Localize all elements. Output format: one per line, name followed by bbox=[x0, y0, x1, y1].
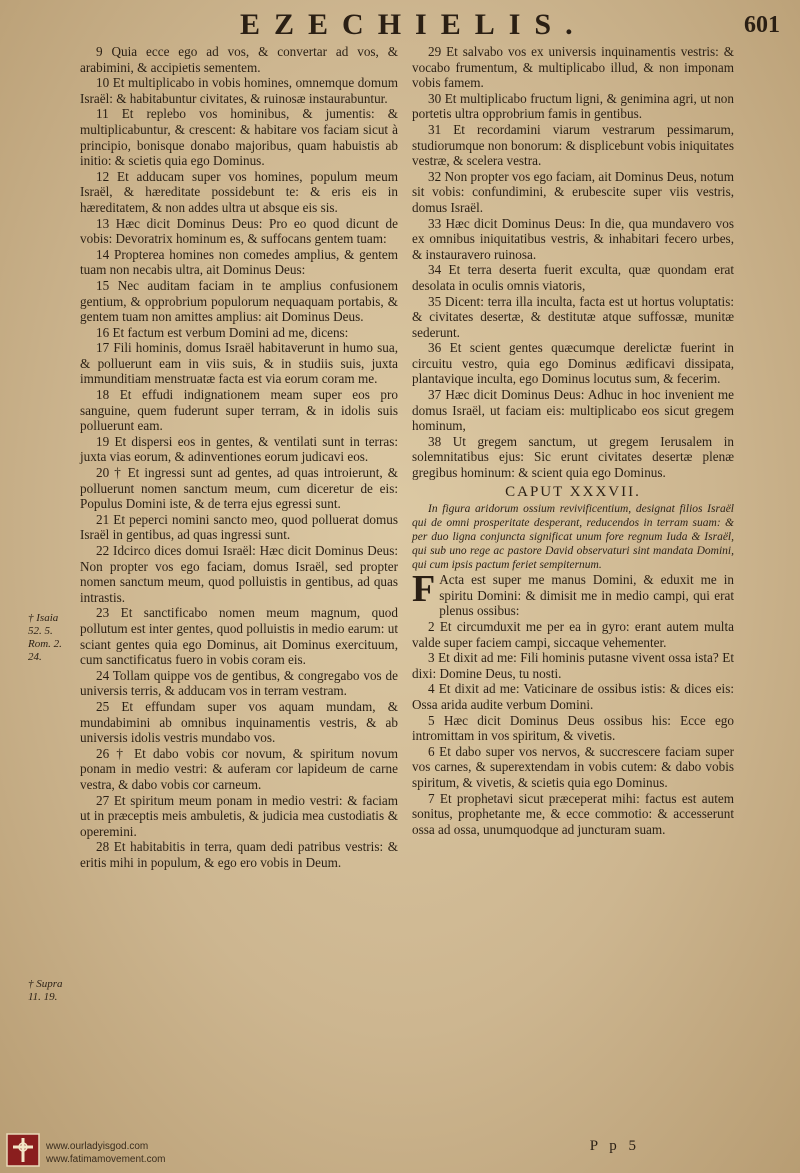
verse: 18 Et effudi indignationem meam super eos pro sanguine, quem fuderunt super terram, & in idolis suis polluerunt eam. bbox=[80, 387, 398, 434]
verse: 38 Ut gregem sanctum, ut gregem Ierusalem in solemnitatibus ejus: Sic erunt civitates desertæ plenæ gregibus hominum: & scient quia ego Dominus. bbox=[412, 433, 734, 481]
left-column bbox=[80, 44, 398, 870]
chapter-summary: In figura aridorum ossium revivificentium, designat filios Israël qui de omni prosperitate desperant, reducendos in terram suam: & per duo ligna conjuncta significat unum fore regnum Iuda & Israël, qui sub uno rege ac pastore David observaturi sint mandata Domini, qui cum ipsis pactum feriet sempiternum. bbox=[412, 503, 734, 572]
verse: 37 Hæc dicit Dominus Deus: Adhuc in hoc invenient me domus Israël, ut faciam eis: multiplicabo eos sicut gregem hominum, bbox=[412, 387, 734, 434]
verse: 25 Et effundam super vos aquam mundam, & mundabimini ab omnibus inquinamentis vestris, & ab universis idolis vestris mundabo vos. bbox=[80, 698, 398, 746]
margin-note-isaia: † Isaia 52. 5. Rom. 2. 24. bbox=[28, 612, 62, 663]
verse: 28 Et habitabitis in terra, quam dedi patribus vestris: & eritis mihi in populum, & ego ero vobis in Deum. bbox=[80, 839, 398, 870]
verse: 34 Et terra deserta fuerit exculta, quæ quondam erat desolata in oculis omnis viatoris, bbox=[412, 262, 734, 293]
signature-mark: P p 5 bbox=[589, 1138, 640, 1154]
verse: 4 Et dixit ad me: Vaticinare de ossibus istis: & dices eis: Ossa arida audite verbum Domini. bbox=[412, 681, 734, 712]
verse: 13 Hæc dicit Dominus Deus: Pro eo quod dicunt de vobis: Devoratrix hominum es, & suffocans gentem tuam: bbox=[80, 215, 398, 247]
footer-link-ourladyisgod[interactable]: www.ourladyisgod.com bbox=[46, 1141, 149, 1152]
page-header bbox=[60, 8, 780, 44]
verse: 3 Et dixit ad me: Fili hominis putasne vivent ossa ista? Et dixi: Domine Deus, tu nosti. bbox=[412, 650, 734, 681]
verse: 6 Et dabo super vos nervos, & succrescere faciam super vos carnes, & superextendam in vobis cutem: & dabo vobis spiritum, & vivetis, & scietis quia ego Dominus. bbox=[412, 743, 734, 790]
verse: 21 Et peperci nomini sancto meo, quod polluerat domus Israël in gentibus, ad quas ingressi sunt. bbox=[80, 511, 398, 543]
verse: 15 Nec auditam faciam in te amplius confusionem gentium, & opprobrium populorum nequaquam portabis, & gentem tuam non amittes amplius: ait Dominus Deus. bbox=[80, 277, 398, 325]
verse: 32 Non propter vos ego faciam, ait Dominus Deus, notum sit vobis: confundimini, & erubescite super viis vestris, domus Israël. bbox=[412, 168, 734, 215]
verse: 31 Et recordamini viarum vestrarum pessimarum, studiorumque non bonorum: & displicebunt vobis iniquitates vestræ, & scelera vestra. bbox=[412, 121, 734, 169]
page-number: 601 bbox=[744, 12, 780, 38]
crest-icon bbox=[6, 1133, 40, 1167]
verse: 5 Hæc dicit Dominus Deus ossibus his: Ecce ego intromittam in vos spiritum, & vivetis. bbox=[412, 712, 734, 744]
verse: 35 Dicent: terra illa inculta, facta est ut hortus voluptatis: & civitates desertæ, & destitutæ atque suffossæ, munitæ sederunt. bbox=[412, 293, 734, 340]
verse: 26 † Et dabo vobis cor novum, & spiritum novum ponam in medio vestri: & auferam cor lapideum de carne vestra, & dabo vobis cor carneum. bbox=[80, 745, 398, 792]
verse: 16 Et factum est verbum Domini ad me, dicens: bbox=[96, 324, 349, 340]
margin-note-supra: † Supra 11. 19. bbox=[28, 978, 63, 1003]
verse: 9 Quia ecce ego ad vos, & convertar ad vos, & arabimini, & accipietis sementem. bbox=[80, 44, 398, 75]
verse: 20 † Et ingressi sunt ad gentes, ad quas introierunt, & polluerunt nomen sanctum meum, cum diceretur de eis: Populus Domini iste, & de terra ejus egressi sunt. bbox=[80, 465, 398, 512]
chapter-first-verse bbox=[412, 568, 734, 619]
running-title: EZECHIELIS. bbox=[240, 8, 587, 41]
verse: 22 Idcirco dices domui Israël: Hæc dicit Dominus Deus: Non propter vos ego faciam, domus Israël, sed propter nomen sanctum meum, quod polluistis in gentibus, ad quas intrastis. bbox=[80, 543, 398, 605]
verse: 27 Et spiritum meum ponam in medio vestri: & faciam ut in præceptis meis ambuletis, & judicia mea custodiatis & operemini. bbox=[80, 792, 398, 839]
verse: 29 Et salvabo vos ex universis inquinamentis vestris: & vocabo frumentum, & multiplicabo illud, & non imponam vobis famem. bbox=[412, 44, 734, 91]
verse: 36 Et scient gentes quæcumque derelictæ fuerint in circuitu vestro, quia ego Dominus ædificavi dissipata, plantavique inculta, ego Dominus locutus sum, & fecerim. bbox=[412, 340, 734, 387]
drop-cap: F bbox=[412, 568, 436, 611]
verse: 12 Et adducam super vos homines, populum meum Israël, & hæreditate possidebunt te: & eris eis in hæreditatem, & non addes ultra ut absque eis sis. bbox=[80, 168, 398, 215]
verse: 33 Hæc dicit Dominus Deus: In die, qua mundavero vos ex omnibus iniquitatibus vestris, & inhabitari fecero urbes, & instauravero ruinosa. bbox=[412, 215, 734, 262]
verse: 11 Et replebo vos hominibus, & jumentis: & multiplicabuntur, & crescent: & habitare vos faciam sicut à principio, bonisque donabo majoribus, quam habuistis ab initio: & scietis quia ego Dominus. bbox=[80, 106, 398, 169]
verse: 24 Tollam quippe vos de gentibus, & congregabo vos de universis terris, & adducam vos in terram vestram. bbox=[80, 667, 398, 699]
footer-link-fatimamovement[interactable]: www.fatimamovement.com bbox=[46, 1154, 166, 1165]
verse: 10 Et multiplicabo in vobis homines, omnemque domum Israël: & habitabuntur civitates, & ruinosæ instaurabuntur. bbox=[80, 75, 398, 106]
verse: 2 Et circumduxit me per ea in gyro: erant autem multa valde super faciem campi, siccaque vehementer. bbox=[412, 619, 734, 650]
verse: 17 Fili hominis, domus Israël habitaverunt in humo sua, & polluerunt eam in viis suis, & in studiis suis, juxta immunditiam menstruatæ facta est via eorum coram me. bbox=[80, 340, 398, 387]
verse: 14 Propterea homines non comedes amplius, & gentem tuam non necabis ultra, ait Dominus Deus: bbox=[80, 246, 398, 278]
verse: 23 Et sanctificabo nomen meum magnum, quod pollutum est inter gentes, quod polluistis in medio earum: ut sciant gentes quia ego Dominus, ait Dominus exercituum, cum sanctificatus fuero in vobis coram eis. bbox=[80, 605, 398, 668]
footer-links bbox=[46, 1140, 165, 1166]
first-verse-text: Acta est super me manus Domini, & eduxit me in spiritu Domini: & dimisit me in medio campi, qui erat plenus ossibus: bbox=[439, 572, 734, 619]
chapter-title: CAPUT XXXVII. bbox=[505, 483, 641, 500]
verse: 7 Et prophetavi sicut præceperat mihi: factus est autem sonitus, prophetante me, & ecce commotio: & accesserunt ossa ad ossa, unumquodque ad juncturam suam. bbox=[412, 790, 734, 837]
verse: 30 Et multiplicabo fructum ligni, & genimina agri, ut non portetis ultra opprobrium famis in gentibus. bbox=[412, 90, 734, 122]
right-column bbox=[412, 44, 734, 837]
verse: 19 Et dispersi eos in gentes, & ventilati sunt in terras: juxta vias eorum, & adinventiones eorum judicavi eos. bbox=[80, 433, 398, 465]
